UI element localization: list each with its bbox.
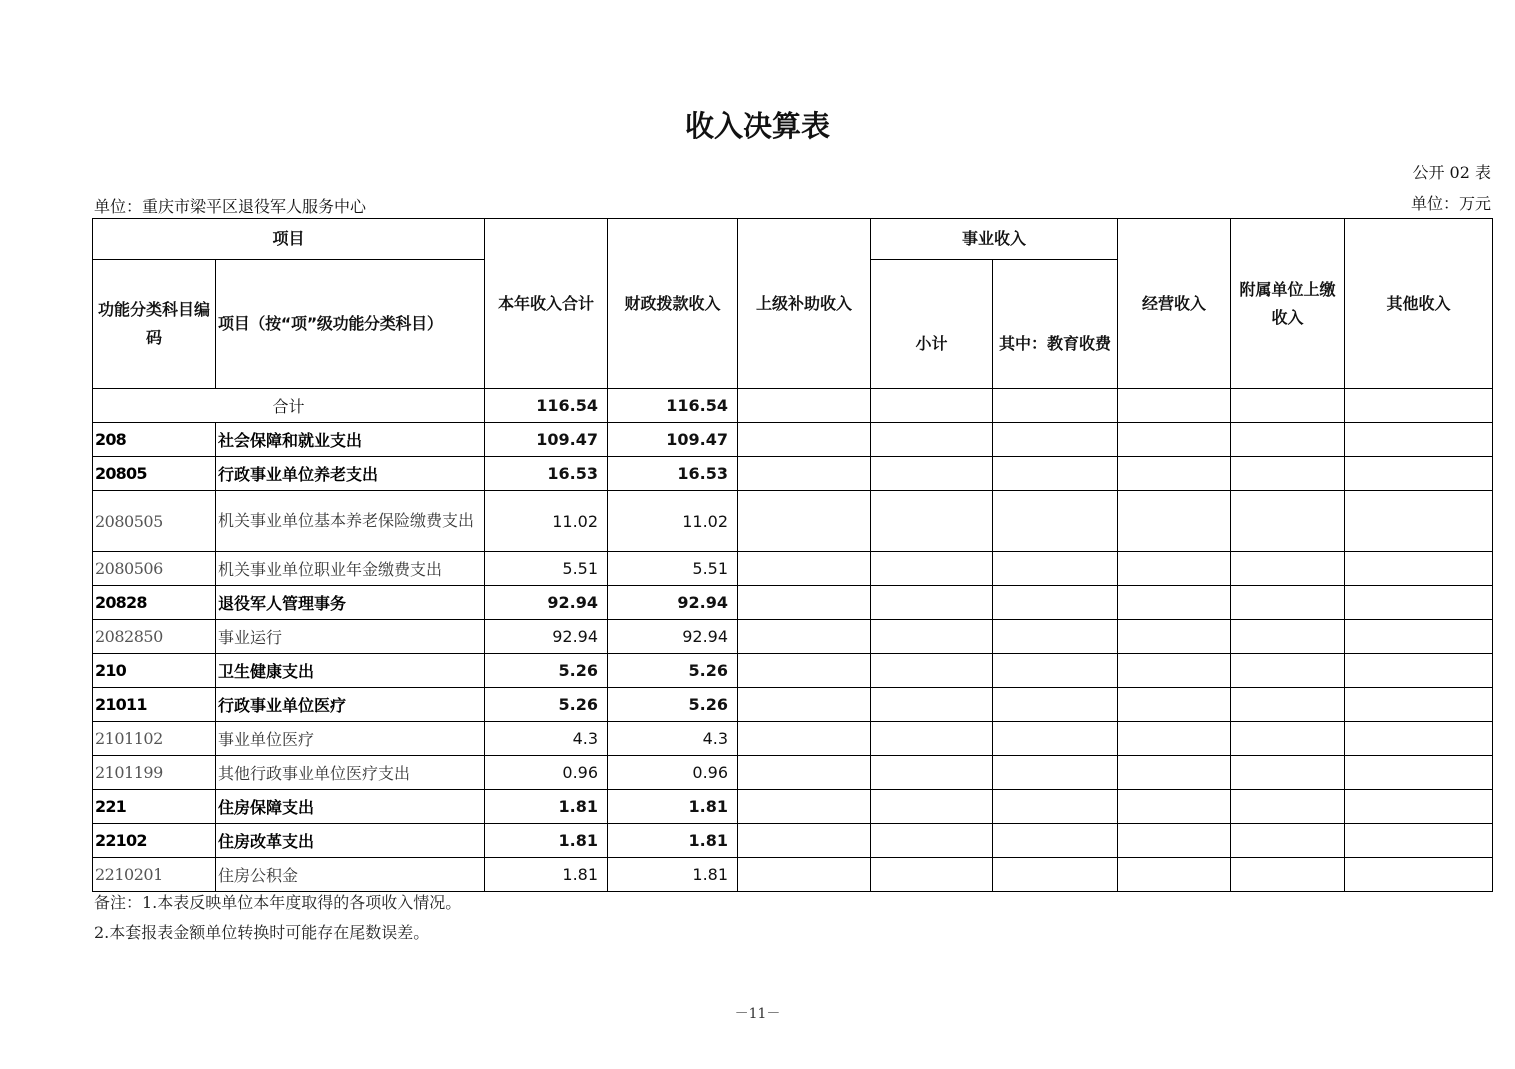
empty-cell xyxy=(871,688,993,722)
total-row xyxy=(93,389,1493,423)
empty-cell xyxy=(738,586,871,620)
empty-cell xyxy=(1231,423,1345,457)
empty-cell xyxy=(1118,423,1231,457)
row-name: 行政事业单位医疗 xyxy=(216,688,485,722)
empty-cell xyxy=(738,552,871,586)
empty-cell xyxy=(1118,722,1231,756)
empty-cell xyxy=(871,552,993,586)
header-subtotal: 小计 xyxy=(871,260,993,389)
row-total: 92.94 xyxy=(485,620,608,654)
empty-cell xyxy=(993,756,1118,790)
table-row xyxy=(93,552,1493,586)
empty-cell xyxy=(993,858,1118,892)
row-fiscal: 4.3 xyxy=(608,722,738,756)
empty-cell xyxy=(738,858,871,892)
empty-cell xyxy=(1231,790,1345,824)
empty-cell xyxy=(1118,389,1231,423)
row-total: 11.02 xyxy=(485,491,608,552)
empty-cell xyxy=(993,654,1118,688)
empty-cell xyxy=(1118,858,1231,892)
empty-cell xyxy=(738,722,871,756)
empty-cell xyxy=(1345,790,1493,824)
empty-cell xyxy=(738,790,871,824)
empty-cell xyxy=(1231,552,1345,586)
row-code: 21011 xyxy=(93,688,216,722)
table-row xyxy=(93,620,1493,654)
row-total: 1.81 xyxy=(485,858,608,892)
row-name: 退役军人管理事务 xyxy=(216,586,485,620)
table-row xyxy=(93,756,1493,790)
empty-cell xyxy=(1118,654,1231,688)
empty-cell xyxy=(1345,586,1493,620)
empty-cell xyxy=(1345,491,1493,552)
row-code: 210 xyxy=(93,654,216,688)
row-name: 事业单位医疗 xyxy=(216,722,485,756)
empty-cell xyxy=(1345,688,1493,722)
row-code: 2101199 xyxy=(93,756,216,790)
header-edu: 其中：教育收费 xyxy=(993,260,1118,389)
empty-cell xyxy=(871,824,993,858)
row-fiscal: 5.51 xyxy=(608,552,738,586)
row-name: 事业运行 xyxy=(216,620,485,654)
empty-cell xyxy=(871,389,993,423)
income-statement-table xyxy=(92,218,1493,892)
empty-cell xyxy=(1231,756,1345,790)
header-affiliated: 附属单位上缴收入 xyxy=(1231,219,1345,389)
row-total: 5.26 xyxy=(485,654,608,688)
row-name: 行政事业单位养老支出 xyxy=(216,457,485,491)
page-number: －11－ xyxy=(734,1006,781,1022)
row-code: 2210201 xyxy=(93,858,216,892)
header-total: 本年收入合计 xyxy=(485,219,608,389)
row-fiscal: 5.26 xyxy=(608,654,738,688)
row-name: 机关事业单位基本养老保险缴费支出 xyxy=(216,491,485,552)
empty-cell xyxy=(871,858,993,892)
empty-cell xyxy=(1345,457,1493,491)
empty-cell xyxy=(993,491,1118,552)
empty-cell xyxy=(993,552,1118,586)
row-name: 住房改革支出 xyxy=(216,824,485,858)
empty-cell xyxy=(1345,858,1493,892)
header-project: 项目 xyxy=(93,219,485,260)
header-business: 事业收入 xyxy=(871,219,1118,260)
empty-cell xyxy=(1231,389,1345,423)
form-number: 公开 02 表 xyxy=(1412,163,1491,182)
row-total: 1.81 xyxy=(485,824,608,858)
empty-cell xyxy=(993,389,1118,423)
row-name: 其他行政事业单位医疗支出 xyxy=(216,756,485,790)
table-row xyxy=(93,722,1493,756)
empty-cell xyxy=(871,756,993,790)
empty-cell xyxy=(1118,620,1231,654)
row-name: 卫生健康支出 xyxy=(216,654,485,688)
empty-cell xyxy=(1118,586,1231,620)
row-fiscal: 11.02 xyxy=(608,491,738,552)
table-row xyxy=(93,688,1493,722)
empty-cell xyxy=(1345,722,1493,756)
empty-cell xyxy=(1345,756,1493,790)
row-fiscal: 92.94 xyxy=(608,586,738,620)
header-other: 其他收入 xyxy=(1345,219,1493,389)
row-total: 16.53 xyxy=(485,457,608,491)
row-total: 4.3 xyxy=(485,722,608,756)
empty-cell xyxy=(1118,491,1231,552)
table-row xyxy=(93,586,1493,620)
empty-cell xyxy=(993,824,1118,858)
row-fiscal: 92.94 xyxy=(608,620,738,654)
empty-cell xyxy=(871,722,993,756)
empty-cell xyxy=(1231,858,1345,892)
empty-cell xyxy=(871,586,993,620)
empty-cell xyxy=(738,654,871,688)
empty-cell xyxy=(1231,491,1345,552)
empty-cell xyxy=(871,654,993,688)
empty-cell xyxy=(1345,620,1493,654)
empty-cell xyxy=(1345,423,1493,457)
empty-cell xyxy=(993,688,1118,722)
empty-cell xyxy=(993,586,1118,620)
empty-cell xyxy=(738,688,871,722)
empty-cell xyxy=(1345,552,1493,586)
empty-cell xyxy=(1231,620,1345,654)
empty-cell xyxy=(1118,688,1231,722)
empty-cell xyxy=(871,423,993,457)
empty-cell xyxy=(993,620,1118,654)
page-title: 收入决算表 xyxy=(684,109,830,143)
total-row-total: 116.54 xyxy=(485,389,608,423)
row-code: 20828 xyxy=(93,586,216,620)
row-code: 20805 xyxy=(93,457,216,491)
table-row xyxy=(93,654,1493,688)
row-fiscal: 16.53 xyxy=(608,457,738,491)
row-fiscal: 1.81 xyxy=(608,790,738,824)
empty-cell xyxy=(738,620,871,654)
empty-cell xyxy=(1231,586,1345,620)
empty-cell xyxy=(1231,688,1345,722)
row-total: 92.94 xyxy=(485,586,608,620)
row-code: 2080505 xyxy=(93,491,216,552)
currency-unit: 单位：万元 xyxy=(1410,194,1491,213)
empty-cell xyxy=(738,756,871,790)
empty-cell xyxy=(1118,756,1231,790)
empty-cell xyxy=(1345,824,1493,858)
empty-cell xyxy=(1231,457,1345,491)
table-row xyxy=(93,790,1493,824)
header-fiscal: 财政拨款收入 xyxy=(608,219,738,389)
row-code: 2101102 xyxy=(93,722,216,756)
empty-cell xyxy=(871,790,993,824)
empty-cell xyxy=(1118,552,1231,586)
empty-cell xyxy=(738,491,871,552)
empty-cell xyxy=(1118,457,1231,491)
empty-cell xyxy=(738,457,871,491)
empty-cell xyxy=(871,620,993,654)
empty-cell xyxy=(738,389,871,423)
row-fiscal: 5.26 xyxy=(608,688,738,722)
table-row xyxy=(93,824,1493,858)
row-total: 109.47 xyxy=(485,423,608,457)
header-code: 功能分类科目编码 xyxy=(93,260,216,389)
row-name: 住房保障支出 xyxy=(216,790,485,824)
row-code: 2080506 xyxy=(93,552,216,586)
empty-cell xyxy=(1345,654,1493,688)
row-name: 社会保障和就业支出 xyxy=(216,423,485,457)
note-1: 备注：1.本表反映单位本年度取得的各项收入情况。 xyxy=(94,893,462,912)
row-total: 5.26 xyxy=(485,688,608,722)
header-superior: 上级补助收入 xyxy=(738,219,871,389)
notes xyxy=(94,888,461,948)
row-total: 5.51 xyxy=(485,552,608,586)
row-name: 住房公积金 xyxy=(216,858,485,892)
row-code: 2082850 xyxy=(93,620,216,654)
empty-cell xyxy=(993,722,1118,756)
empty-cell xyxy=(1118,790,1231,824)
empty-cell xyxy=(993,790,1118,824)
row-code: 208 xyxy=(93,423,216,457)
header-name: 项目（按“项”级功能分类科目） xyxy=(216,260,485,389)
empty-cell xyxy=(738,423,871,457)
empty-cell xyxy=(993,423,1118,457)
total-row-fiscal: 116.54 xyxy=(608,389,738,423)
note-2: 2.本套报表金额单位转换时可能存在尾数误差。 xyxy=(94,923,430,942)
header-operating: 经营收入 xyxy=(1118,219,1231,389)
empty-cell xyxy=(738,824,871,858)
row-total: 0.96 xyxy=(485,756,608,790)
total-label: 合计 xyxy=(93,389,485,423)
empty-cell xyxy=(1231,654,1345,688)
empty-cell xyxy=(993,457,1118,491)
empty-cell xyxy=(1345,389,1493,423)
empty-cell xyxy=(1231,722,1345,756)
empty-cell xyxy=(871,491,993,552)
table-row xyxy=(93,858,1493,892)
empty-cell xyxy=(871,457,993,491)
row-fiscal: 109.47 xyxy=(608,423,738,457)
reporting-unit: 单位：重庆市梁平区退役军人服务中心 xyxy=(94,197,367,216)
row-name: 机关事业单位职业年金缴费支出 xyxy=(216,552,485,586)
empty-cell xyxy=(1118,824,1231,858)
row-total: 1.81 xyxy=(485,790,608,824)
row-fiscal: 0.96 xyxy=(608,756,738,790)
row-fiscal: 1.81 xyxy=(608,858,738,892)
empty-cell xyxy=(1231,824,1345,858)
table-row xyxy=(93,423,1493,457)
row-fiscal: 1.81 xyxy=(608,824,738,858)
row-code: 221 xyxy=(93,790,216,824)
row-code: 22102 xyxy=(93,824,216,858)
table-row xyxy=(93,457,1493,491)
table-row xyxy=(93,491,1493,552)
